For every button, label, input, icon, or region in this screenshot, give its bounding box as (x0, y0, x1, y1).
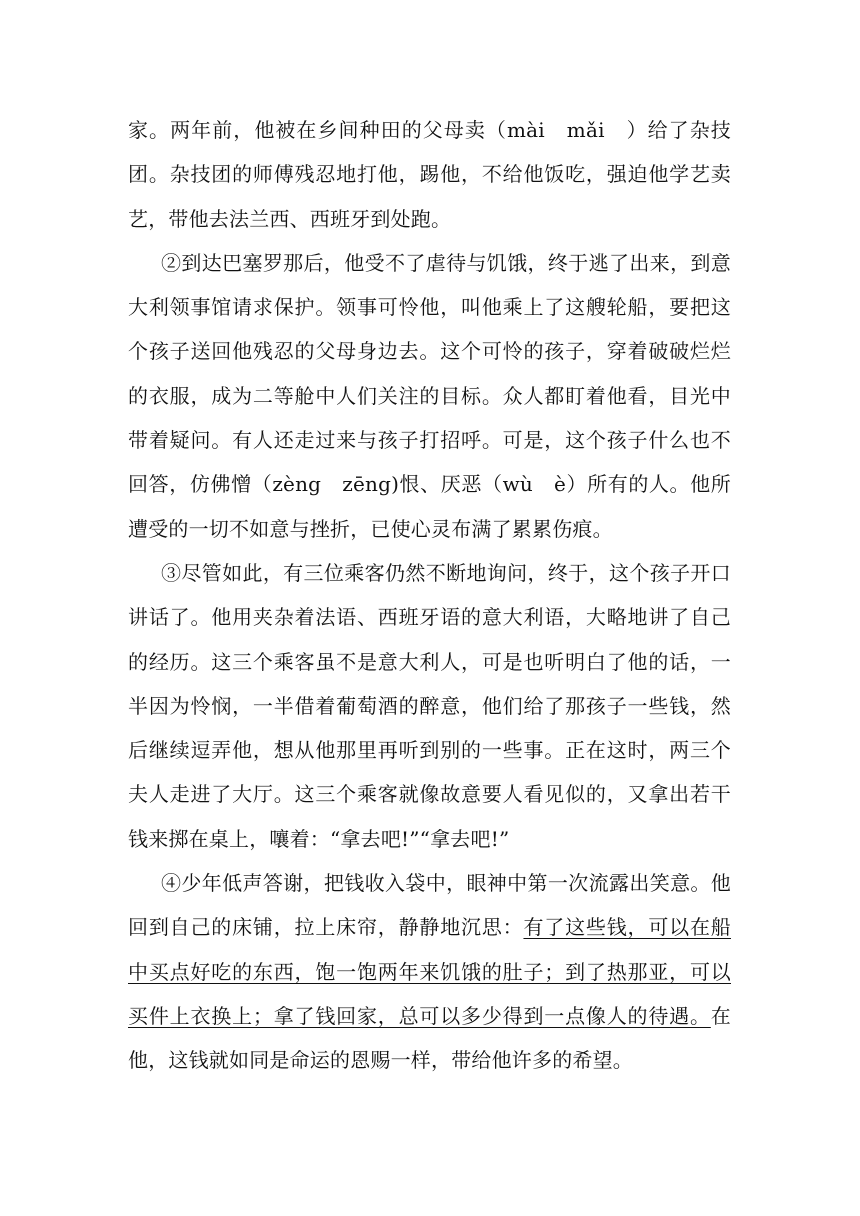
underlined-sentence: 有了这些钱，可以在船中买点好吃的东西，饱一饱两年来饥饿的肚子；到了热那亚，可以买件上衣换上；拿了钱回家，总可以多少得到一点像人的待遇。 (128, 915, 731, 1028)
paragraph-text: ③尽管如此，有三位乘客仍然不断地询问，终于，这个孩子开口讲话了。他用夹杂着法语、西班牙语的意大利语，大略地讲了自己的经历。这三个乘客虽不是意大利人，可是也听明白了他的话，一半因为怜悯，一半借着葡萄酒的醉意，他们给了那孩子一些钱，然后继续逗弄他，想从他那里再听到别的一些事。正在这时，两三个夫人走进了大厅。这三个乘客就像故意要人看见似的，又拿出若干钱来掷在桌上，嚷着：“拿去吧!”“拿去吧!” (128, 560, 731, 851)
paragraph-text: ②到达巴塞罗那后，他受不了虐待与饥饿，终于逃了出来，到意大利领事馆请求保护。领事可怜他，叫他乘上了这艘轮船，要把这个孩子送回他残忍的父母身边去。这个可怜的孩子，穿着破破烂烂的衣服，成为二等舱中人们关注的目标。众人都盯着他看，目光中带着疑问。有人还走过来与孩子打招呼。可是，这个孩子什么也不回答，仿佛憎（zèng zēng)恨、厌恶（wù è）所有的人。他所遭受的一切不如意与挫折，已使心灵布满了累累伤痕。 (128, 250, 731, 541)
document-body (128, 108, 731, 1083)
paragraph-2 (128, 241, 731, 551)
paragraph-continuation (128, 108, 731, 241)
paragraph-text: 家。两年前，他被在乡间种田的父母卖（mài mǎi ）给了杂技团。杂技团的师傅残忍地打他，踢他，不给他饭吃，强迫他学艺卖艺，带他去法兰西、西班牙到处跑。 (128, 118, 731, 231)
paragraph-3 (128, 551, 731, 861)
paragraph-text: ④少年低声答谢，把钱收入袋中，眼神中第一次流露出笑意。他回到自己的床铺，拉上床帘，静静地沉思： (128, 871, 731, 940)
paragraph-text: 在他，这钱就如同是命运的恩赐一样，带给他许多的希望。 (128, 1003, 731, 1073)
paragraph-4 (128, 861, 731, 1082)
